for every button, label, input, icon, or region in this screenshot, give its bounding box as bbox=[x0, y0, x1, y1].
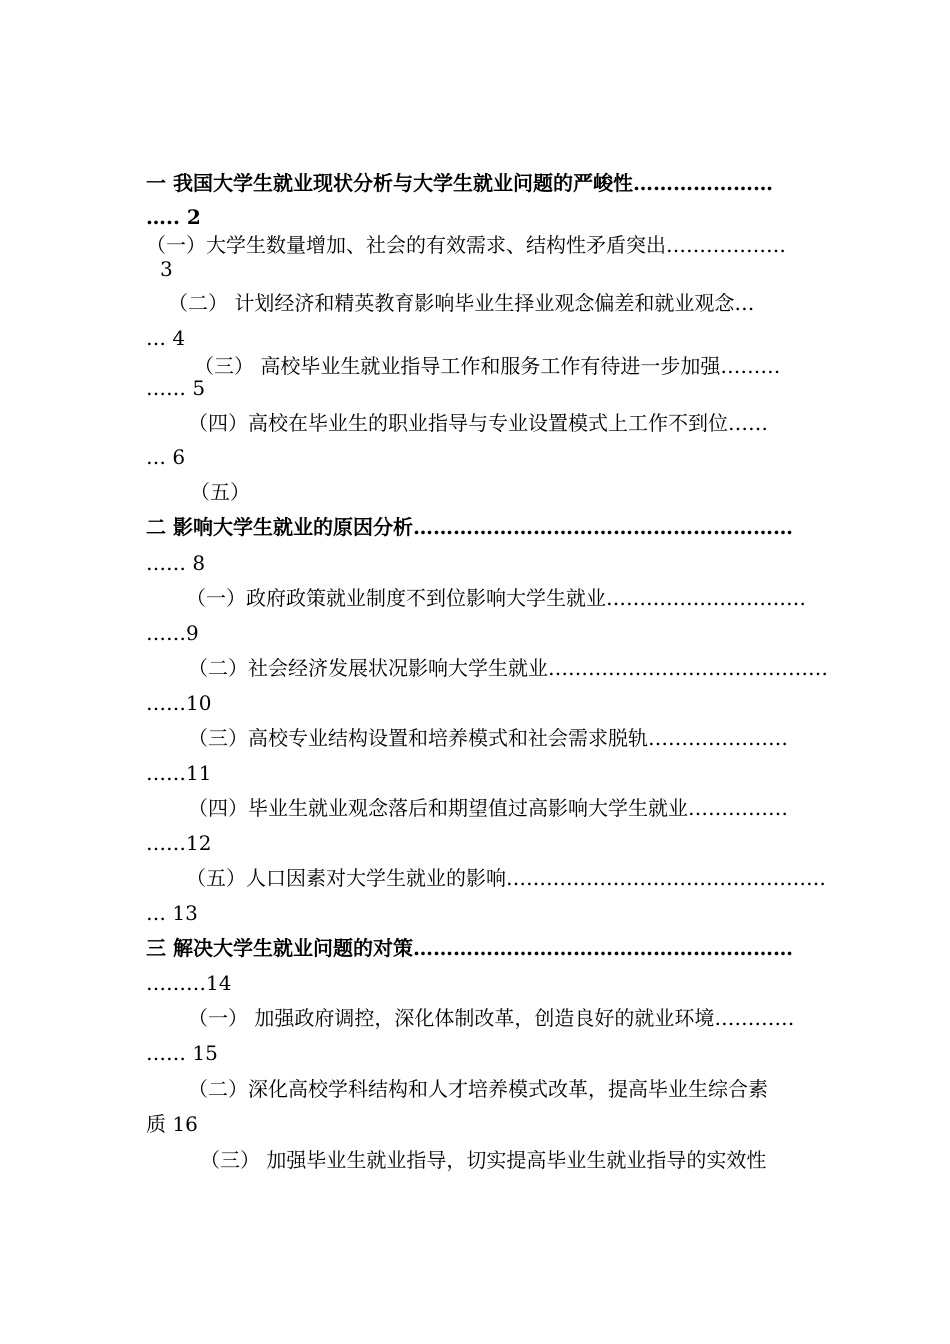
toc-sub-3-2: （二）深化高校学科结构和人才培养模式改革，提高毕业生综合素 bbox=[188, 1077, 768, 1101]
toc-section-3: 三 解决大学生就业问题的对策………………………………………………… bbox=[146, 936, 793, 960]
toc-sub-2-3-page: ……11 bbox=[146, 761, 212, 785]
toc-sub-2-5: （五）人口因素对大学生就业的影响………………………………………… bbox=[186, 866, 826, 890]
toc-sub-1-5: （五） bbox=[190, 480, 250, 504]
toc-sub-1-2: （二） 计划经济和精英教育影响毕业生择业观念偏差和就业观念… bbox=[168, 291, 755, 315]
toc-sub-2-1-page: ……9 bbox=[146, 621, 199, 645]
toc-sub-1-3-page: …… 5 bbox=[146, 376, 206, 400]
toc-sub-3-2-page: 质 16 bbox=[146, 1112, 198, 1136]
toc-sub-1-1-page: 3 bbox=[160, 257, 173, 281]
toc-sub-3-1-page: …… 15 bbox=[146, 1041, 218, 1065]
toc-section-1-page: ….. 2 bbox=[146, 205, 201, 229]
toc-sub-3-1: （一） 加强政府调控，深化体制改革，创造良好的就业环境………… bbox=[188, 1006, 795, 1030]
toc-sub-1-4: （四）高校在毕业生的职业指导与专业设置模式上工作不到位…… bbox=[188, 411, 768, 435]
toc-section-3-page: ………14 bbox=[146, 971, 232, 995]
toc-sub-2-2-page: ……10 bbox=[146, 691, 212, 715]
toc-sub-2-4: （四）毕业生就业观念落后和期望值过高影响大学生就业…………… bbox=[188, 796, 788, 820]
toc-sub-2-2: （二）社会经济发展状况影响大学生就业…………………………………… bbox=[188, 656, 828, 680]
toc-sub-2-3: （三）高校专业结构设置和培养模式和社会需求脱轨………………… bbox=[188, 726, 788, 750]
toc-sub-1-4-page: … 6 bbox=[146, 445, 186, 469]
toc-section-2-page: …… 8 bbox=[146, 551, 206, 575]
toc-sub-1-2-page: … 4 bbox=[146, 326, 186, 350]
toc-section-1: 一 我国大学生就业现状分析与大学生就业问题的严峻性………………… bbox=[146, 171, 773, 195]
toc-sub-1-3: （三） 高校毕业生就业指导工作和服务工作有待进一步加强……… bbox=[194, 354, 781, 378]
toc-sub-2-1: （一）政府政策就业制度不到位影响大学生就业………………………… bbox=[186, 586, 806, 610]
toc-sub-2-5-page: … 13 bbox=[146, 901, 198, 925]
toc-sub-2-4-page: ……12 bbox=[146, 831, 212, 855]
toc-sub-3-3: （三） 加强毕业生就业指导，切实提高毕业生就业指导的实效性 bbox=[200, 1148, 767, 1172]
toc-section-2: 二 影响大学生就业的原因分析………………………………………………… bbox=[146, 515, 793, 539]
toc-sub-1-1: （一）大学生数量增加、社会的有效需求、结构性矛盾突出……………… bbox=[146, 233, 786, 257]
